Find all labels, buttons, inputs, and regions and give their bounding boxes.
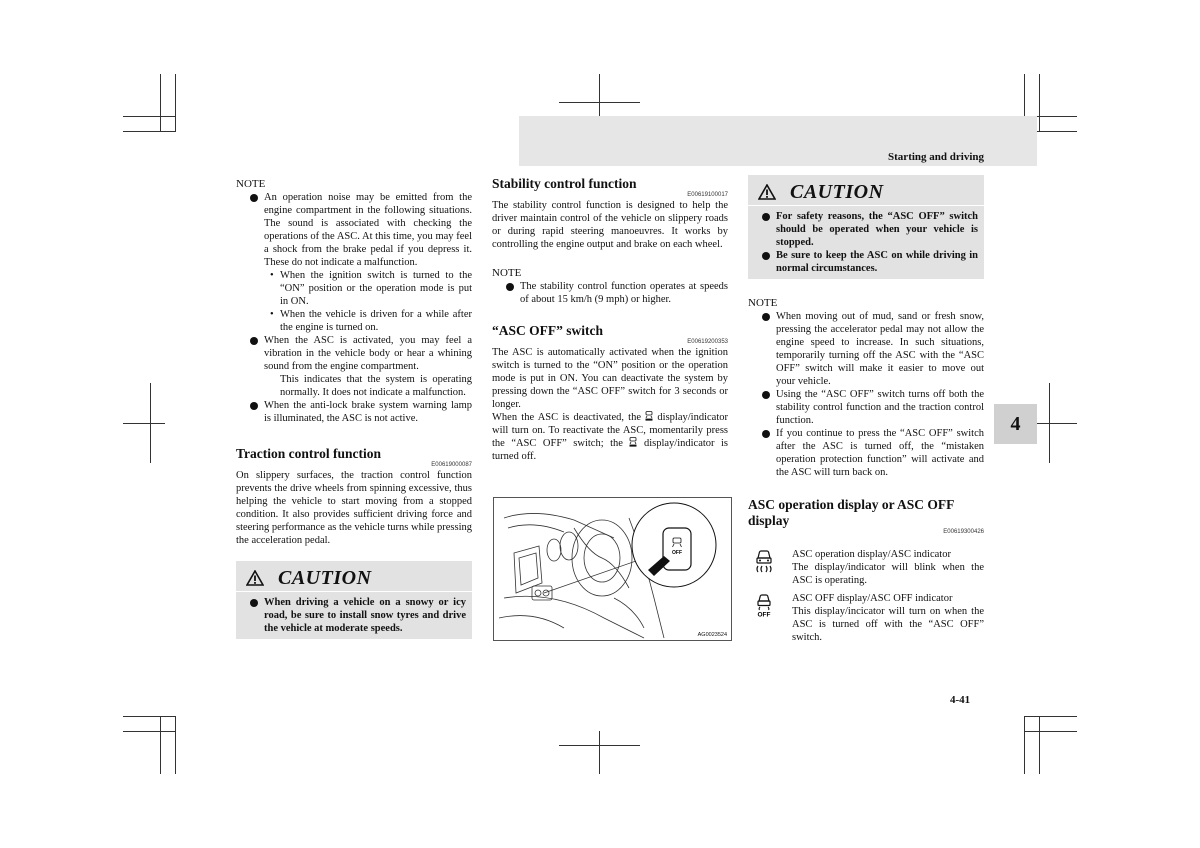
caution-list [748, 210, 978, 275]
reference-code: E00619000087 [431, 462, 472, 468]
caution-title: CAUTION [790, 180, 884, 203]
chapter-tab: 4 [994, 404, 1037, 444]
switch-label: OFF [672, 550, 682, 556]
warning-triangle-icon [758, 184, 776, 200]
list-item: Using the “ASC OFF” switch turns off both the stability control function and the traction control function. [748, 388, 984, 427]
note-text: An operation noise may be emitted from the engine compartment in the following situations. The sound is associated with checking the operations of the ASC. At this time, you may feel a shock from the brake pedal if you depress it. These do not indicate a malfunction. [264, 192, 472, 268]
figure-code: AG0023524 [697, 632, 727, 638]
asc-deactivate-text-b: display/indicator will turn on. To reactivate the ASC, momentarily press the “ASC OFF” switch; the [492, 412, 728, 449]
asc-deactivate-text [492, 411, 728, 463]
asc-deactivate-text-a: When the ASC is deactivated, the [492, 412, 642, 423]
page-number: 4-41 [950, 694, 971, 706]
note-text: When the ASC is activated, you may feel a vibration in the vehicle body or hear a whining sound from the engine compartment. [264, 335, 472, 372]
caution-box [236, 561, 472, 639]
list-item: Be sure to keep the ASC on while driving in normal circumstances. [748, 249, 978, 275]
sub-list [264, 269, 472, 334]
note-label: NOTE [492, 267, 522, 279]
section-title: Starting and driving [888, 151, 984, 163]
sub-item: • When the ignition switch is turned to the “ON” position or the operation mode is put in ON. [264, 269, 472, 308]
note-label: NOTE [236, 178, 266, 190]
traction-heading: Traction control function [236, 446, 381, 461]
asc-operation-desc: The display/indicator will blink when the ASC is operating. [792, 562, 984, 586]
asc-operation-title: ASC operation display/ASC indicator [792, 549, 951, 560]
asc-operation-row [748, 548, 984, 587]
note-label: NOTE [748, 297, 778, 309]
traction-body: On slippery surfaces, the traction control function prevents the drive wheels from spinning excessive, thus helping the vehicle to start moving from a stopped condition. It also provides sufficient driving force and steering performance as the vehicle turns while pressing the acceleration pedal. [236, 470, 472, 546]
caution-body [236, 592, 472, 639]
list-item [236, 334, 472, 399]
caution-list [236, 596, 466, 635]
asc-operation-icon [754, 548, 774, 574]
list-item: When driving a vehicle on a snowy or icy road, be sure to install snow tyres and drive the vehicle at moderate speeds. [236, 596, 466, 635]
asc-deactivate-text-c: display/indicator is turned off. [492, 438, 729, 462]
note-text: This indicates that the system is operating normally. It does not indicate a malfunction. [280, 374, 472, 398]
list-item [236, 191, 472, 334]
asc-off-row [748, 592, 984, 644]
dashboard-drawing [494, 498, 731, 640]
asc-off-icon [629, 437, 637, 447]
off-icon-label: OFF [757, 611, 771, 618]
asc-off-icon [645, 411, 653, 421]
display-heading: ASC operation display or ASC OFF display [748, 497, 954, 528]
right-column [748, 175, 984, 644]
caution-header [748, 175, 984, 206]
list-item: The stability control function operates at speeds of about 15 km/h (9 mph) or higher. [492, 280, 728, 306]
stability-heading: Stability control function [492, 176, 637, 191]
reference-code: E00619100017 [687, 192, 728, 198]
caution-body [748, 206, 984, 279]
asc-off-title: ASC OFF display/ASC OFF indicator [792, 593, 953, 604]
asc-off-desc: This display/incicator will turn on when the ASC is turned off with the “ASC OFF” switch. [792, 606, 984, 643]
reference-code: E00619200353 [687, 339, 728, 345]
caution-box [748, 175, 984, 279]
note-list [236, 191, 472, 425]
stability-body: The stability control function is designed to help the driver maintain control of the vehicle on slippery roads or during rapid steering manoeuvres. It works by controlling the engine output and brake on each wheel. [492, 200, 728, 250]
list-item [236, 399, 472, 425]
caution-header [236, 561, 472, 592]
list-item: For safety reasons, the “ASC OFF” switch should be operated when your vehicle is stopped. [748, 210, 978, 249]
asc-off-body: The ASC is automatically activated when the ignition switch is turned to the “ON” position or the operation mode is put in ON. You can deactivate the system by pressing down the “ASC OFF” switch for 3 seconds or longer. [492, 347, 728, 410]
warning-triangle-icon [246, 570, 264, 586]
asc-off-display-icon [754, 592, 774, 618]
dashboard-illustration [493, 497, 732, 641]
asc-off-heading: “ASC OFF” switch [492, 323, 603, 338]
note-text: When the anti-lock brake system warning lamp is illuminated, the ASC is not active. [264, 400, 472, 424]
list-item: If you continue to press the “ASC OFF” switch after the ASC is turned off, the “mistaken operation protection function” will activate and the ASC will turn back on. [748, 427, 984, 479]
note-list [748, 310, 984, 479]
sub-item: • When the vehicle is driven for a while after the engine is turned on. [264, 308, 472, 334]
caution-title: CAUTION [278, 566, 372, 589]
middle-column [492, 176, 728, 463]
left-column [236, 178, 472, 639]
note-list [492, 280, 728, 306]
list-item: When moving out of mud, sand or fresh snow, pressing the accelerator pedal may not allow the engine speed to increase. In such situations, temporarily turning off the ASC with the “ASC OFF” switch will make it easier to move out your vehicle. [748, 310, 984, 388]
reference-code: E00619300426 [943, 529, 984, 535]
